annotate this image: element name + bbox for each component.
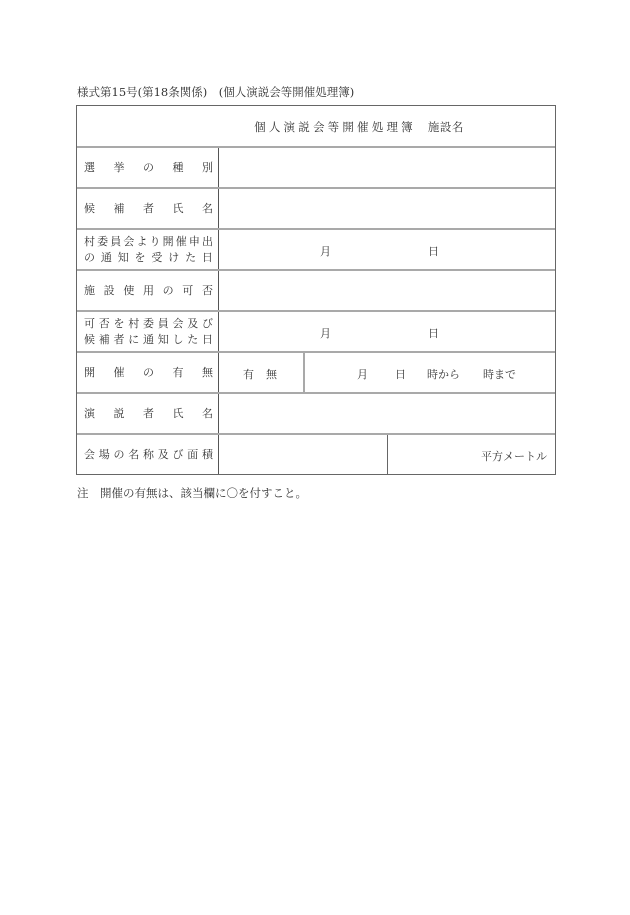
divider bbox=[387, 435, 388, 474]
row-notification-received-date bbox=[77, 228, 555, 269]
time-from-label: 時から bbox=[427, 368, 460, 381]
row-venue-name-area bbox=[77, 433, 555, 474]
form-title: 個人演説会等開催処理簿 bbox=[254, 119, 416, 134]
month-label: 月 bbox=[357, 368, 368, 381]
row-speaker-name bbox=[77, 392, 555, 433]
label-venue-name-area: 会 場 の 名 称 及 び 面 積 bbox=[77, 435, 219, 474]
title-row bbox=[77, 106, 555, 147]
label-facility-approval: 施 設 使 用 の 可 否 bbox=[77, 271, 219, 310]
month-label: 月 bbox=[320, 327, 331, 340]
no-option[interactable]: 無 bbox=[266, 368, 277, 381]
row-candidate-name bbox=[77, 187, 555, 228]
month-label: 月 bbox=[320, 245, 331, 258]
event-register-form bbox=[76, 105, 556, 475]
row-held-status bbox=[77, 351, 555, 392]
day-label: 日 bbox=[395, 368, 406, 381]
time-to-label: 時まで bbox=[483, 368, 516, 381]
divider bbox=[303, 353, 305, 392]
day-label: 日 bbox=[428, 327, 439, 340]
yes-option[interactable]: 有 bbox=[243, 368, 254, 381]
label-notification-received-date: 村 委 員 会 よ り 開 催 申 出 の 通 知 を 受 け た 日 bbox=[77, 230, 219, 269]
day-label: 日 bbox=[428, 245, 439, 258]
form-note: 注 開催の有無は、該当欄に〇を付すこと。 bbox=[77, 486, 307, 500]
label-speaker-name: 演 説 者 氏 名 bbox=[77, 394, 219, 433]
form-caption: 様式第15号(第18条関係) (個人演説会等開催処理簿) bbox=[77, 85, 355, 99]
label-candidate-name: 候 補 者 氏 名 bbox=[77, 189, 219, 228]
label-line: 選 挙 の 種 別 bbox=[84, 160, 213, 174]
row-approval-notified-date bbox=[77, 310, 555, 351]
row-election-type bbox=[77, 146, 555, 187]
row-facility-approval bbox=[77, 269, 555, 310]
label-approval-notified-date: 可 否 を 村 委 員 会 及 び 候 補 者 に 通 知 し た 日 bbox=[77, 312, 219, 351]
label-election-type bbox=[77, 148, 219, 187]
square-meter-unit: 平方メートル bbox=[481, 450, 547, 463]
facility-name-label: 施設名 bbox=[427, 119, 464, 134]
label-held-status: 開 催 の 有 無 bbox=[77, 353, 219, 392]
